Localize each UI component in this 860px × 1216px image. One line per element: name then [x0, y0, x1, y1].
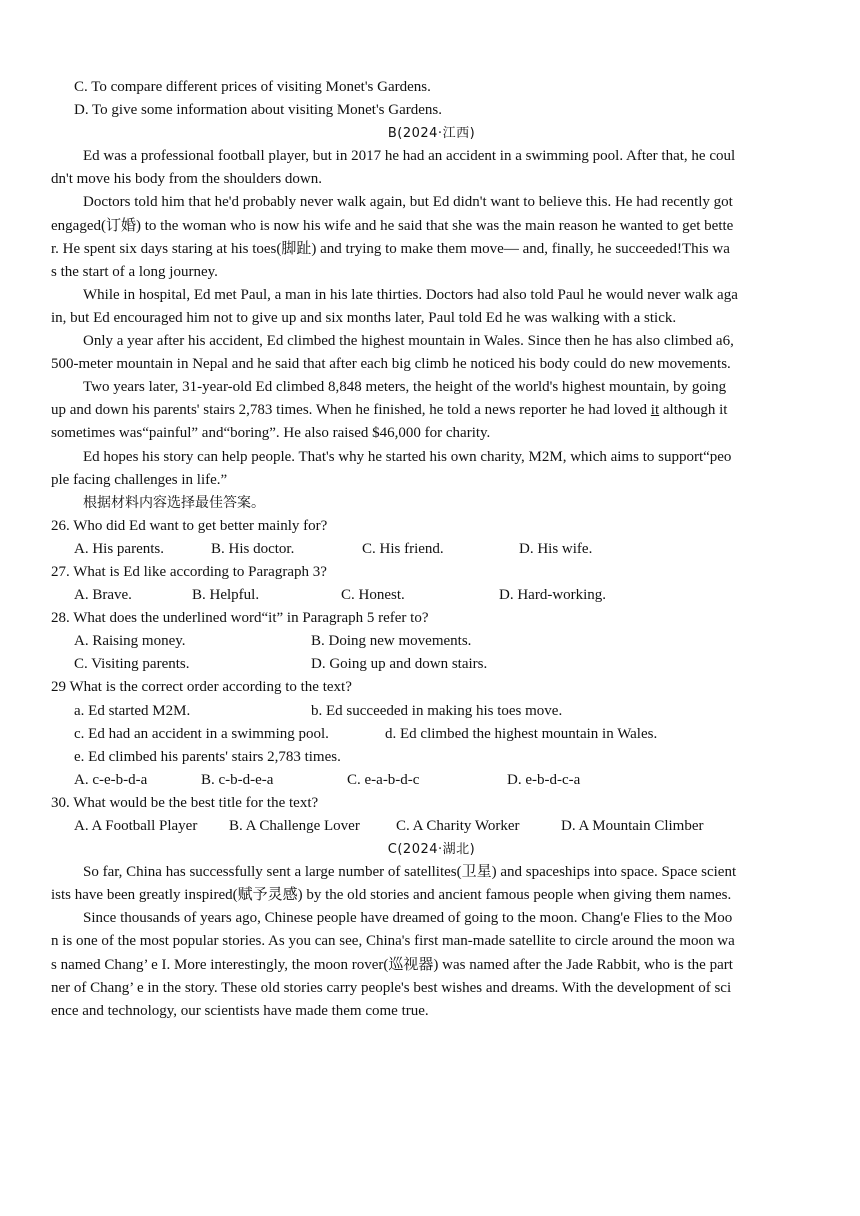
para5-line3: sometimes was“painful” and“boring”. He also raised $46,000 for charity.: [51, 425, 491, 442]
para5-line2-before: up and down his parents' stairs 2,783 times. When he finished, he told a news reporter he had loved: [51, 402, 651, 419]
para2-line1: Doctors told him that he'd probably never walk again, but Ed didn't want to believe this. He had recently got: [83, 194, 733, 211]
para5-line2: [51, 399, 812, 422]
c-para2-line1: Since thousands of years ago, Chinese people have dreamed of going to the moon. Chang'e Flies to the Moo: [83, 910, 733, 927]
c-para2-line4: ner of Chang’ e in the story. These old stories carry people's best wishes and dreams. With the development of sci: [51, 979, 732, 996]
para3-line2: in, but Ed encouraged him not to give up and six months later, Paul told Ed he was walking with a stick.: [51, 309, 677, 326]
q27-options: [51, 584, 812, 607]
q27-option-a: A. Brave.: [74, 587, 132, 604]
q29-event-a: a. Ed started M2M.: [74, 702, 191, 719]
q29-events-row1: [51, 700, 812, 723]
q30-option-a: A. A Football Player: [74, 818, 198, 834]
q30-option-b: B. A Challenge Lover: [229, 818, 360, 834]
q30-option-c: C. A Charity Worker: [396, 818, 520, 834]
q28-option-d: D. Going up and down stairs.: [311, 656, 488, 673]
q29-events-row2: [51, 723, 812, 746]
c-para1-line2: ists have been greatly inspired(赋予灵感) by the old stories and ancient famous people when giving them names.: [51, 887, 732, 904]
q30-option-d: D. A Mountain Climber: [561, 818, 704, 834]
para1-line1: Ed was a professional football player, but in 2017 he had an accident in a swimming pool. After that, he coul: [83, 148, 736, 165]
question-27: 27. What is Ed like according to Paragraph 3?: [51, 563, 327, 580]
q26-options: [51, 538, 812, 561]
q26-option-c: C. His friend.: [362, 540, 444, 557]
para5-line1: Two years later, 31-year-old Ed climbed 8,848 meters, the height of the world's highest mountain, by going: [83, 379, 727, 396]
para2-line3: r. He spent six days staring at his toes(脚趾) and trying to make them move— and, finally, he succeeded!This wa: [51, 240, 730, 257]
para5-line2-after: although it: [659, 402, 728, 419]
q29-options: [51, 769, 812, 792]
question-28: 28. What does the underlined word“it” in Paragraph 5 refer to?: [51, 610, 429, 627]
para4-line1: Only a year after his accident, Ed climbed the highest mountain in Wales. Since then he has also climbed a6,: [83, 333, 734, 350]
prev-option-d: D. To give some information about visiting Monet's Gardens.: [74, 102, 442, 119]
c-para2-line2: n is one of the most popular stories. As you can see, China's first man-made satellite to circle around the moon wa: [51, 933, 735, 950]
q29-option-c: C. e-a-b-d-c: [347, 771, 420, 788]
question-26: 26. Who did Ed want to get better mainly for?: [51, 517, 328, 534]
underlined-word: it: [650, 402, 660, 419]
q28-option-c: C. Visiting parents.: [74, 656, 190, 673]
q29-option-b: B. c-b-d-e-a: [201, 771, 274, 788]
para2-line2: engaged(订婚) to the woman who is now his wife and he said that she was the main reason he wanted to get bette: [51, 217, 734, 234]
q29-event-d: d. Ed climbed the highest mountain in Wales.: [385, 725, 658, 742]
q28-options-row1: [51, 630, 812, 653]
q28-option-a: A. Raising money.: [74, 633, 186, 650]
section-c-heading: C(2024·湖北): [387, 842, 476, 858]
q29-event-c: c. Ed had an accident in a swimming pool.: [74, 725, 329, 742]
q29-option-d: D. e-b-d-c-a: [507, 771, 581, 788]
q29-events-row3: [51, 746, 812, 769]
para2-line4: s the start of a long journey.: [51, 263, 218, 280]
prev-option-c: C. To compare different prices of visiting Monet's Gardens.: [74, 79, 431, 95]
c-para2-line3: s named Chang’ e I. More interestingly, the moon rover(巡视器) was named after the Jade Rabbit, who is the part: [51, 956, 733, 973]
c-para1-line1: So far, China has successfully sent a large number of satellites(卫星) and spaceships into space. Space scient: [83, 864, 737, 881]
q27-option-b: B. Helpful.: [192, 587, 260, 604]
q29-event-b: b. Ed succeeded in making his toes move.: [311, 702, 563, 719]
q29-event-e: e. Ed climbed his parents' stairs 2,783 times.: [74, 748, 341, 765]
para4-line2: 500-meter mountain in Nepal and he said that after each big climb he noticed his body could do new movements.: [51, 356, 731, 373]
q28-option-b: B. Doing new movements.: [311, 633, 472, 650]
q29-option-a: A. c-e-b-d-a: [74, 771, 148, 788]
question-30: 30. What would be the best title for the text?: [51, 794, 319, 811]
para1-line2: dn't move his body from the shoulders down.: [51, 171, 323, 188]
document-page: [51, 76, 812, 1023]
instruction: 根据材料内容选择最佳答案。: [83, 494, 265, 511]
q28-options-row2: [51, 653, 812, 676]
question-29: 29 What is the correct order according to the text?: [51, 679, 352, 696]
section-b-heading: B(2024·江西): [387, 126, 476, 142]
q26-option-a: A. His parents.: [74, 540, 164, 557]
q27-option-d: D. Hard-working.: [499, 587, 607, 604]
q27-option-c: C. Honest.: [341, 587, 405, 604]
para3-line1: While in hospital, Ed met Paul, a man in his late thirties. Doctors had also told Paul he would never walk aga: [83, 286, 738, 303]
para6-line2: ple facing challenges in life.”: [51, 471, 228, 488]
para6-line1: Ed hopes his story can help people. That's why he started his own charity, M2M, which aims to support“peo: [83, 448, 732, 465]
q26-option-b: B. His doctor.: [211, 540, 295, 557]
c-para2-line5: ence and technology, our scientists have made them come true.: [51, 1002, 429, 1019]
q26-option-d: D. His wife.: [519, 540, 593, 557]
q30-options: [51, 815, 812, 838]
